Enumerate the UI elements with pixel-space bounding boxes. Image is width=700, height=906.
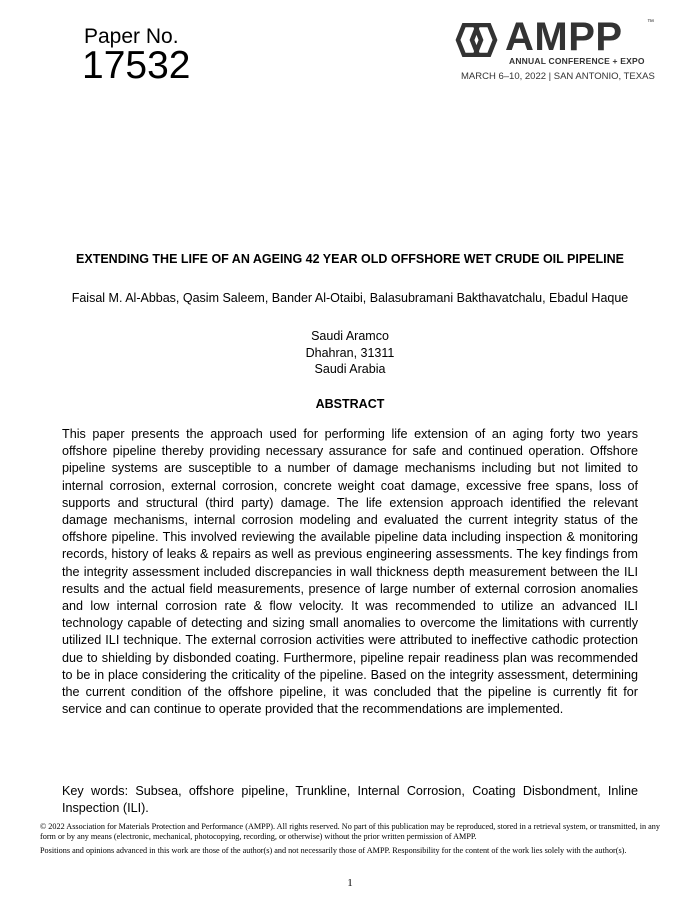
abstract-heading: ABSTRACT bbox=[315, 397, 385, 411]
paper-number: 17532 bbox=[82, 44, 191, 87]
abstract-body: This paper presents the approach used for performing life extension of an aging forty two years offshore pipeline thereby providing necessary assurance for safe and continued operation. Offshore pipeline systems are susceptible to a number of damage mechanisms including but not limited to internal corrosion, external corrosion, concrete weight coat damage, excessive free spans, loss of supports and structural (third party) damage. The life extension approach identified the relevant damage mechanisms, internal corrosion modeling and evaluated the current integrity status of the offshore pipeline. This involved reviewing the available pipeline data including inspection & monitoring records, history of leaks & repairs as well as previous engineering assessments. The key findings from the integrity assessment included discrepancies in wall thickness depth measurement between the ILI results and the actual field measurements, presence of large number of external corrosion anomalies and low internal corrosion rate & flow velocity. It was recommended to utilize an advanced ILI technology capable of detecting and sizing small anomalies to overcome the limitations with currently utilized ILI technique. The external corrosion activities were attributed to ineffective cathodic protection due to shielding by disbonded coating. Furthermore, pipeline repair readiness plan was recommended to be in place considering the criticality of the pipeline. Based on the integrity assessment, determining the current condition of the offshore pipeline, it was concluded that the pipeline is currently fit for service and can continue to operate provided that the recommendations are implemented. bbox=[62, 427, 638, 717]
affiliation-country: Saudi Arabia bbox=[314, 362, 386, 376]
affiliation-city: Dhahran, 31311 bbox=[305, 345, 395, 360]
affiliation-org: Saudi Aramco bbox=[311, 329, 389, 343]
disclaimer-notice: Positions and opinions advanced in this work are those of the author(s) and not necessarily those of AMPP. Responsibility for the content of the work lies solely with the author(s). bbox=[40, 846, 627, 856]
footer bbox=[40, 822, 660, 861]
keywords: Key words: Subsea, offshore pipeline, Trunkline, Internal Corrosion, Coating Disbondment, Inline Inspection (ILI). bbox=[62, 784, 638, 816]
logo-wordmark: AMPP bbox=[505, 15, 623, 59]
ampp-hexagon-icon bbox=[451, 23, 503, 57]
logo-subtitle: ANNUAL CONFERENCE + EXPO bbox=[509, 56, 645, 66]
copyright-notice: © 2022 Association for Materials Protection and Performance (AMPP). All rights reserved. No part of this publication may be reproduced, stored in a retrieval system, or transmitted, in any form or by any means (electronic, mechanical, photocopying, recording, or otherwise) without the prior written permission of AMPP. bbox=[40, 822, 660, 841]
conference-date-location: MARCH 6–10, 2022 | SAN ANTONIO, TEXAS bbox=[461, 71, 655, 82]
affiliation bbox=[60, 328, 640, 378]
paper-title: EXTENDING THE LIFE OF AN AGEING 42 YEAR OLD OFFSHORE WET CRUDE OIL PIPELINE bbox=[76, 252, 624, 266]
authors: Faisal M. Al-Abbas, Qasim Saleem, Bander Al-Otaibi, Balasubramani Bakthavatchalu, Ebadul Haque bbox=[71, 291, 629, 305]
logo-trademark: ™ bbox=[647, 19, 654, 26]
ampp-logo bbox=[451, 17, 661, 85]
paper-number-label: Paper No. bbox=[84, 25, 179, 48]
page-number: 1 bbox=[347, 877, 353, 889]
